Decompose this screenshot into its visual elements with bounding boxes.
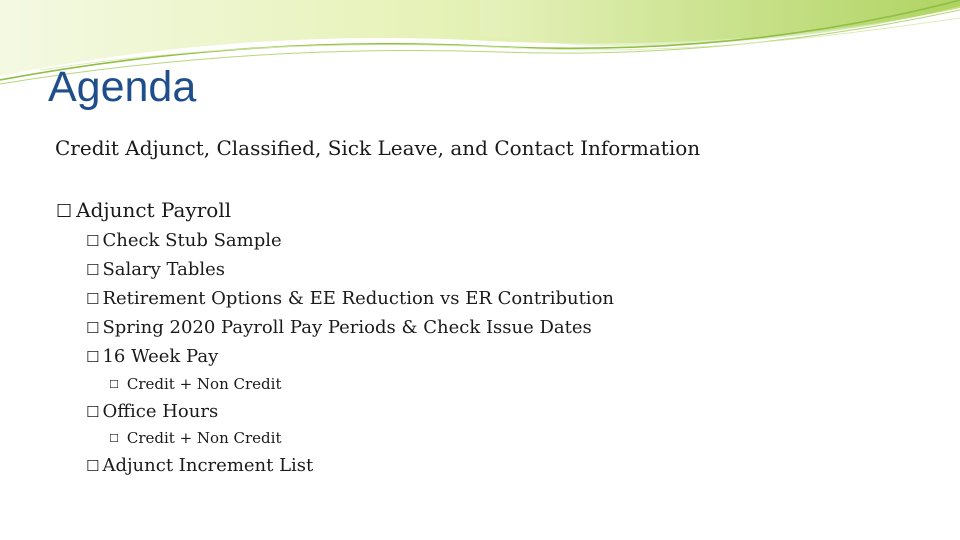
checkbox-bullet-icon: ☐ xyxy=(56,201,73,222)
bullet-item xyxy=(86,346,218,367)
bullet-item xyxy=(56,198,231,222)
subtitle: Credit Adjunct, Classified, Sick Leave, and Contact Information xyxy=(55,136,701,160)
checkbox-bullet-icon: ☐ xyxy=(109,378,119,391)
checkbox-bullet-icon: ☐ xyxy=(109,432,119,445)
checkbox-bullet-icon: ☐ xyxy=(86,319,100,337)
checkbox-bullet-icon: ☐ xyxy=(86,348,100,366)
bullet-text: Office Hours xyxy=(102,401,219,422)
page-title: Agenda xyxy=(48,63,197,111)
bullet-item xyxy=(109,375,281,393)
bullet-item xyxy=(109,429,281,447)
bullet-text: Retirement Options & EE Reduction vs ER Contribution xyxy=(102,288,614,309)
bullet-text: Credit + Non Credit xyxy=(126,375,282,393)
checkbox-bullet-icon: ☐ xyxy=(86,232,100,250)
checkbox-bullet-icon: ☐ xyxy=(86,403,100,421)
bullet-item xyxy=(86,401,218,422)
bullet-item xyxy=(86,317,592,338)
bullet-text: Spring 2020 Payroll Pay Periods & Check Issue Dates xyxy=(102,317,592,338)
bullet-item xyxy=(86,288,614,309)
bullet-item xyxy=(86,259,225,280)
checkbox-bullet-icon: ☐ xyxy=(86,290,100,308)
bullet-text: Adjunct Increment List xyxy=(102,455,314,476)
bullet-item xyxy=(86,230,282,251)
bullet-text: Salary Tables xyxy=(102,259,226,280)
bullet-text: 16 Week Pay xyxy=(102,346,219,367)
checkbox-bullet-icon: ☐ xyxy=(86,457,100,475)
checkbox-bullet-icon: ☐ xyxy=(86,261,100,279)
bullet-text: Adjunct Payroll xyxy=(76,198,232,222)
bullet-text: Check Stub Sample xyxy=(102,230,282,251)
bullet-text: Credit + Non Credit xyxy=(126,429,282,447)
bullet-item xyxy=(86,455,313,476)
